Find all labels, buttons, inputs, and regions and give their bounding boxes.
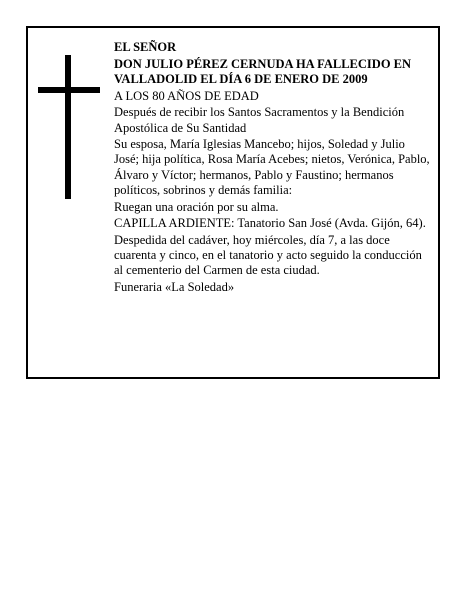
age-line: A LOS 80 AÑOS DE EDAD bbox=[114, 88, 259, 103]
obituary-notice bbox=[26, 26, 440, 379]
header-title: EL SEÑOR bbox=[114, 40, 177, 54]
funeral-home: Funeraria «La Soledad» bbox=[114, 280, 235, 295]
sacraments-line: Después de recibir los Santos Sacramentos y la Bendición Apostólica de Su Santidad bbox=[114, 105, 405, 135]
cross-icon bbox=[38, 55, 100, 199]
obituary-text bbox=[114, 40, 432, 297]
prayer-line: Ruegan una oración por su alma. bbox=[114, 199, 279, 214]
chapel-info: CAPILLA ARDIENTE: Tanatorio San José (Avda. Gijón, 64). bbox=[114, 216, 426, 231]
family-list: Su esposa, María Iglesias Mancebo; hijos, Soledad y Julio José; hija política, Rosa María Acebes; nietos, Verónica, Pablo, Álvaro y Víctor; hermanos, Pablo y Faustino; hermanos políticos, sobrinos y demás familia: bbox=[114, 137, 430, 197]
cross-vertical-bar bbox=[65, 55, 71, 199]
header-name: DON JULIO PÉREZ CERNUDA HA FALLECIDO EN VALLADOLID EL DÍA 6 DE ENERO DE 2009 bbox=[114, 56, 412, 86]
cross-horizontal-bar bbox=[38, 87, 100, 93]
farewell-info: Despedida del cadáver, hoy miércoles, día 7, a las doce cuarenta y cinco, en el tanatorio y acto seguido la conducción al cementerio del Carmen de esta ciudad. bbox=[114, 232, 422, 278]
